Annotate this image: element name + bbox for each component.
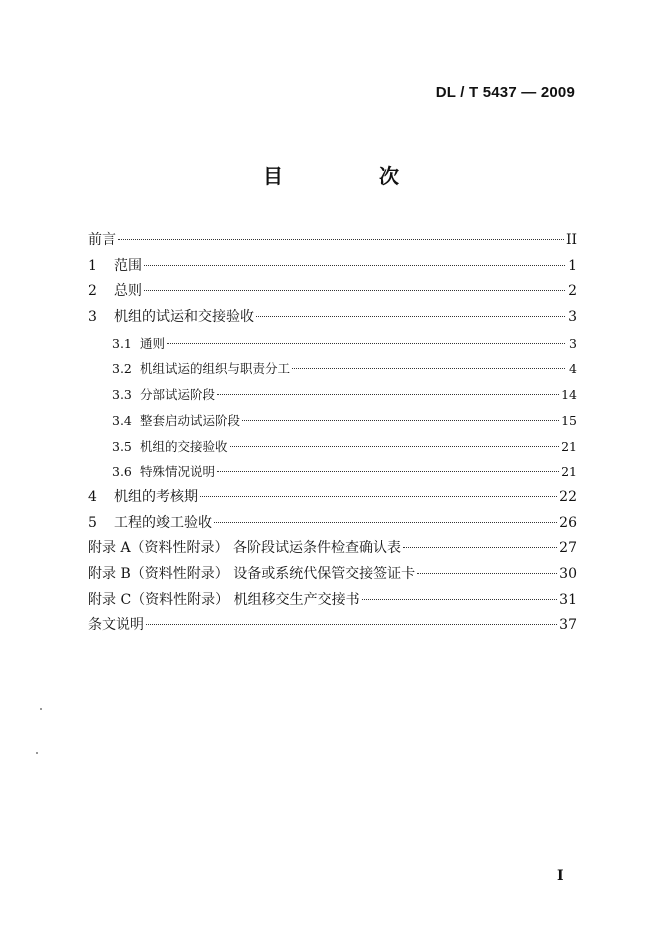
toc-entry-number: 4 <box>88 488 97 505</box>
toc-entry-label: 条文说明 <box>88 617 144 634</box>
toc-entry-page: 37 <box>559 617 577 634</box>
toc-entry-label: 总则 <box>114 283 142 300</box>
toc-entry-3-1[interactable] <box>88 331 577 357</box>
toc-entry-number: 3.2 <box>112 361 132 377</box>
toc-entry-label: 附录 B（资料性附录） 设备或系统代保管交接签证卡 <box>88 565 416 582</box>
toc-leader-dots <box>230 446 560 447</box>
toc-entry-label: 机组的考核期 <box>114 488 198 505</box>
toc-entry-page: 15 <box>561 412 577 428</box>
toc-entry-label: 机组的试运和交接验收 <box>114 309 254 326</box>
toc-leader-dots <box>242 420 559 421</box>
toc-leader-dots <box>118 239 564 240</box>
toc-entry-page: 30 <box>559 565 577 582</box>
toc-entry-3-5[interactable] <box>88 434 577 460</box>
toc-entry-1[interactable] <box>88 254 577 280</box>
toc-title: 目 次 <box>263 164 437 188</box>
toc-entry-number: 2 <box>88 283 97 300</box>
toc-entry-label: 整套启动试运阶段 <box>140 412 241 428</box>
toc-entry-3[interactable] <box>88 305 577 331</box>
toc-entry-label: 机组的交接验收 <box>140 438 228 454</box>
scan-speck <box>36 752 38 754</box>
toc-entry-page: 31 <box>559 591 577 608</box>
table-of-contents <box>88 228 577 639</box>
toc-entry-number: 3 <box>88 309 97 326</box>
toc-entry-page: 2 <box>568 283 577 300</box>
toc-entry-page: 14 <box>561 387 577 403</box>
toc-leader-dots <box>144 290 565 291</box>
toc-leader-dots <box>214 522 557 523</box>
toc-entry-appendix-a[interactable] <box>88 536 577 562</box>
toc-entry-3-6[interactable] <box>88 459 577 485</box>
toc-entry-3-3[interactable] <box>88 382 577 408</box>
toc-leader-dots <box>144 265 565 266</box>
toc-leader-dots <box>362 599 558 600</box>
toc-entry-4[interactable] <box>88 485 577 511</box>
toc-entry-appendix-b[interactable] <box>88 562 577 588</box>
toc-entry-label: 分部试运阶段 <box>140 387 216 403</box>
toc-entry-label: 通则 <box>140 335 166 351</box>
toc-entry-number: 3.3 <box>112 387 132 403</box>
toc-leader-dots <box>403 547 557 548</box>
page-number: I <box>557 868 564 884</box>
toc-entry-label: 附录 A（资料性附录） 各阶段试运条件检查确认表 <box>88 540 402 557</box>
toc-entry-3-4[interactable] <box>88 408 577 434</box>
toc-entry-label: 附录 C（资料性附录） 机组移交生产交接书 <box>88 591 360 608</box>
toc-entry-label: 工程的竣工验收 <box>114 514 212 531</box>
toc-leader-dots <box>217 394 559 395</box>
toc-entry-2[interactable] <box>88 279 577 305</box>
toc-entry-page: 4 <box>569 361 577 377</box>
toc-entry-page: 21 <box>561 464 577 480</box>
toc-entry-label: 范围 <box>114 257 142 274</box>
toc-entry-number: 1 <box>88 257 97 274</box>
toc-leader-dots <box>200 496 557 497</box>
toc-entry-number: 3.5 <box>112 438 132 454</box>
toc-leader-dots <box>292 368 565 369</box>
toc-leader-dots <box>146 624 557 625</box>
toc-entry-label: 特殊情况说明 <box>140 464 216 480</box>
toc-entry-number: 3.4 <box>112 412 132 428</box>
toc-entry-3-2[interactable] <box>88 356 577 382</box>
toc-entry-page: II <box>565 232 577 248</box>
toc-entry-page: 3 <box>568 309 577 326</box>
document-code: DL / T 5437 — 2009 <box>435 84 575 101</box>
toc-leader-dots <box>256 316 565 317</box>
toc-entry-page: 21 <box>561 438 577 454</box>
toc-entry-page: 1 <box>568 257 577 274</box>
toc-entry-page: 22 <box>559 488 577 505</box>
toc-entry-page: 27 <box>559 540 577 557</box>
toc-leader-dots <box>417 573 557 574</box>
toc-entry-page: 26 <box>559 514 577 531</box>
toc-entry-foreword[interactable] <box>88 228 577 254</box>
toc-entry-5[interactable] <box>88 511 577 537</box>
toc-entry-number: 5 <box>88 514 97 531</box>
toc-entry-label: 机组试运的组织与职责分工 <box>140 361 291 377</box>
toc-entry-number: 3.1 <box>112 335 132 351</box>
toc-leader-dots <box>167 343 565 344</box>
toc-entry-number: 3.6 <box>112 464 132 480</box>
scan-speck <box>40 708 42 710</box>
toc-entry-appendix-c[interactable] <box>88 588 577 614</box>
toc-leader-dots <box>217 471 559 472</box>
toc-entry-label: 前言 <box>88 232 116 248</box>
toc-entry-page: 3 <box>569 335 577 351</box>
toc-entry-explanations[interactable] <box>88 613 577 639</box>
